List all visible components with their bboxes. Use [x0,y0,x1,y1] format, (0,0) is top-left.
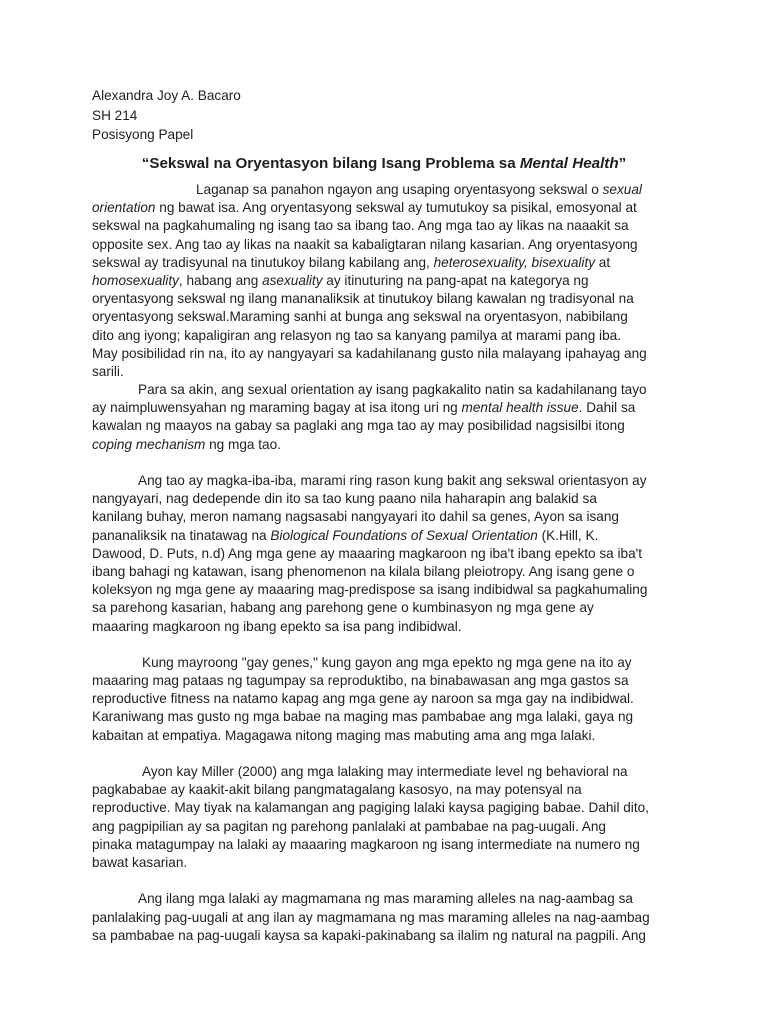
p4-line-1: Kung mayroong "gay genes," kung gayon ang mga epekto ng mga gene na ito ay [142,654,632,670]
paper-body [92,181,682,945]
paragraph-gap [92,872,682,890]
paragraph-gap [92,636,682,654]
p5-line-5: pinaka matagumpay na lalaki ay maaaring magkaroon ng isang intermediate na numero ng [92,836,640,852]
p4-line-3: reproductive fitness na natamo kapag ang mga gene ay naroon sa mga gay na indibidwal. [92,691,634,707]
title-suffix: ” [618,155,627,172]
paper-title [0,155,768,172]
p1-line-7: oryentasyong sekswal ng ilang mananaliksik at tinutukoy bilang kawalan ng tradisyonal na [92,291,634,307]
p5-line-1: Ayon kay Miller (2000) ang mga lalaking may intermediate level ng behavioral na [142,764,628,779]
p3-line-7: koleksyon ng mga gene ay maaaring mag-predispose sa isang indibidwal sa pagkahumaling [92,582,648,598]
p4-line-4: Karaniwang mas gusto ng mga babae na maging mas pambabae ang mga lalaki, gaya ng [92,709,634,725]
p3-line-3: kanilang buhay, meron namang nagsasabi nangyayari ito dahil sa genes, Ayon sa isang [92,509,619,525]
p5-line-3: reproductive. May tiyak na kalamangan ang pagiging lalaki kaysa pagiging babae. Dahil dito, [92,800,649,816]
p6-line-1: Ang ilang mga lalaki ay magmamana ng mas maraming alleles na nag-aambag sa [138,891,633,907]
p5-line-6: bawat kasarian. [92,854,188,870]
p1-line-6: homosexuality, habang ang asexuality ay itinuturing na pang-apat na kategorya ng [92,272,589,288]
p3-line-5: Dawood, D. Puts, n.d) Ang mga gene ay maaaring magkaroon ng iba't ibang epekto sa iba't [92,545,643,561]
title-emphasis: Mental Health [519,155,619,172]
p6-line-2: panlalaking pag-uugali at ang ilan ay magmamana ng mas maraming alleles na nag-aambag [92,909,650,925]
p3-line-1: Ang tao ay magka-iba-iba, marami ring rason kung bakit ang sekswal orientasyon ay [138,473,647,488]
author-header [92,86,241,145]
p5-line-4: ang pagpipilian ay sa pagitan ng parehong panlalaki at pambabae na pag-uugali. Ang [92,818,606,834]
p2-line-4: coping mechanism ng mga tao. [92,436,281,452]
p3-line-2: nangyayari, nag dedepende din ito sa tao kung paano nila haharapin ang balakid sa [92,491,597,507]
p4-line-5: kabaitan at empatiya. Magagawa nitong maging mas mabuting ama ang mga lalaki. [92,727,596,743]
p3-line-8: sa parehong kasarian, habang ang parehong gene o kumbinasyon ng mga gene ay [92,600,594,616]
p1-line-11: sarili. [92,363,124,379]
p3-line-6: ibang bahagi ng katawan, isang phenomenon na kilala bilang pleiotropy. Ang isang gene o [92,563,635,579]
course-code: SH 214 [92,107,138,123]
document-type: Posisyong Papel [92,127,194,142]
p1-line-3: sekswal na pagkahumaling ng isang tao sa ibang tao. Ang mga tao ay likas na naaakit sa [92,218,629,234]
p1-line-5: sekswal ay tradisyunal na tinutukoy bilang kabilang ang, heterosexuality, bisexuality at [92,254,611,270]
p1-line-1: Laganap sa panahon ngayon ang usaping oryentasyong sekswal o sexual [196,182,642,197]
paragraph-gap [92,745,682,763]
p1-line-4: opposite sex. Ang tao ay likas na naakit sa kabaligtaran nilang kasarian. Ang oryentasyong [92,236,638,252]
p2-line-3: kawalan ng maayos na gabay sa paglaki ang mga tao ay may posibilidad nagsisilbi itong [92,418,625,434]
p1-line-10: May posibilidad rin na, ito ay nangyayari sa kadahilanang gusto nila malayang ipahayag ang [92,345,647,361]
title-prefix: “Sekswal na Oryentasyon bilang Isang Problema sa [141,155,520,172]
p1-line-2: orientation ng bawat isa. Ang oryentasyong sekswal ay tumutukoy sa pisikal, emosyonal at [92,200,637,216]
author-name: Alexandra Joy A. Bacaro [92,88,241,103]
p1-line-9: dito ang iyong; kapaligiran ang relasyon ng tao sa kanyang pamilya at marami pang iba. [92,327,621,343]
p2-line-2: ay naimpluwensyahan ng maraming bagay at isa itong uri ng mental health issue. Dahil sa [92,400,636,416]
p6-line-3: sa pambabae na pag-uugali kaysa sa kapaki-pakinabang sa ilalim ng natural na pagpili. Ang [92,927,646,943]
p1-line-8: oryentasyong sekswal.Maraming sanhi at bunga ang sekswal na oryentasyon, nabibilang [92,309,628,325]
paragraph-gap [92,454,682,472]
p3-line-9: maaaring magkaroon ng ibang epekto sa isa pang indibidwal. [92,618,462,634]
p3-line-4: pananaliksik na tinatawag na Biological Foundations of Sexual Orientation (K.Hill, K. [92,527,599,543]
p5-line-2: pagkababae ay kaakit-akit bilang pangmatagalang kasosyo, na may potensyal na [92,782,582,798]
p4-line-2: maaaring mag pataas ng tagumpay sa reproduktibo, na binabawasan ang mga gastos sa [92,673,629,689]
p2-line-1: Para sa akin, ang sexual orientation ay isang pagkakalito natin sa kadahilanang tayo [138,382,647,398]
